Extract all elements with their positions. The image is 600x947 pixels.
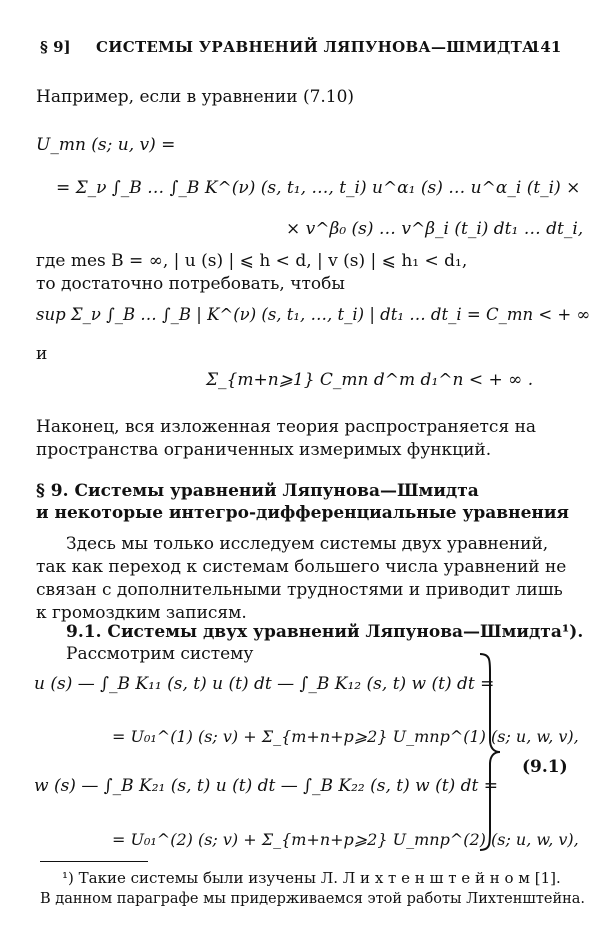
intro-line: Например, если в уравнении (7.10) [36,87,355,107]
subsection-title: 9.1. Системы двух уравнений Ляпунова—Шмидта¹). [66,622,584,642]
system-line-3: w (s) — ∫_B K₂₁ (s, t) u (t) dt — ∫_B K₂₂ (s, t) w (t) dt = [34,776,498,796]
footnote-line-1: ¹) Такие системы были изучены Л. Л и х т е н ш т е й н о м [1]. [62,869,561,887]
paragraph-line-1: Здесь мы только исследуем системы двух уравнений, [66,534,549,554]
equation-a3: × v^β₀ (s) … v^β_i (t_i) dt₁ … dt_i, [286,219,584,239]
footnote-line-2: В данном параграфе мы придерживаемся этой работы Лихтенштейна. [40,891,586,907]
where-line: где mes B = ∞, | u (s) | ⩽ h < d, | v (s) | ⩽ h₁ < d₁, [36,251,468,271]
then-line: то достаточно потребовать, чтобы [36,274,345,294]
system-line-1: u (s) — ∫_B K₁₁ (s, t) u (t) dt — ∫_B K₁₂ (s, t) w (t) dt = [34,674,495,694]
equation-label: (9.1) [522,757,568,777]
header-running-title: СИСТЕМЫ УРАВНЕНИЙ ЛЯПУНОВА—ШМИДТА [96,38,535,56]
section-title-1: § 9. Системы уравнений Ляпунова—Шмидта [36,481,479,501]
final-line-2: пространства ограниченных измеримых функций. [36,440,492,460]
paragraph-line-4: к громоздким записям. [36,603,247,623]
paragraph-line-3: связан с дополнительными трудностями и приводит лишь [36,580,563,600]
system-line-2: = U₀₁^(1) (s; v) + Σ_{m+n+p⩾2} U_mnp^(1) (s; u, w, v), [112,727,579,746]
consider-line: Рассмотрим систему [66,644,254,664]
final-line-1: Наконец, вся изложенная теория распространяется на [36,417,537,437]
equation-sup: sup Σ_ν ∫_B … ∫_B | K^(ν) (s, t₁, …, t_i) | dt₁ … dt_i = C_mn < + ∞ [36,305,591,324]
system-line-4: = U₀₁^(2) (s; v) + Σ_{m+n+p⩾2} U_mnp^(2) (s; u, w, v), [112,830,579,849]
section-title-2: и некоторые интегро-дифференциальные уравнения [36,503,569,523]
equation-a1: U_mn (s; u, v) = [36,135,176,155]
paragraph-line-2: так как переход к системам большего числа уравнений не [36,557,567,577]
equation-a2: = Σ_ν ∫_B … ∫_B K^(ν) (s, t₁, …, t_i) u^α₁ (s) … u^α_i (t_i) × [56,178,581,198]
footnote-divider [40,861,148,862]
header-page-number: 141 [530,38,562,56]
and-word: и [36,344,48,364]
equation-sum: Σ_{m+n⩾1} C_mn d^m d₁^n < + ∞ . [206,370,534,390]
right-brace-icon [478,652,504,852]
header-section-mark: § 9] [40,38,71,56]
